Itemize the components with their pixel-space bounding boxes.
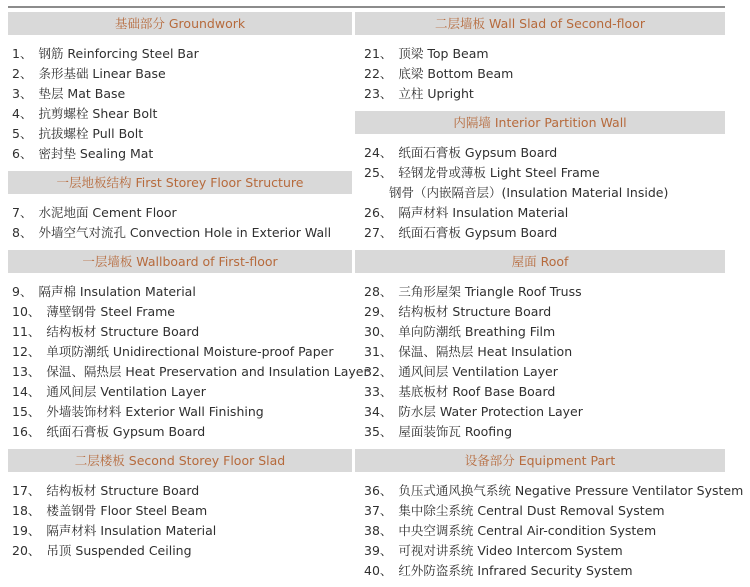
section-groundwork bbox=[8, 12, 352, 171]
item-text: 结构板材 Structure Board bbox=[46, 324, 200, 339]
item-number: 14、 bbox=[12, 384, 41, 399]
item-text: 垫层 Mat Base bbox=[38, 86, 126, 101]
section-title: 基础部分 Groundwork bbox=[8, 12, 352, 35]
list-item bbox=[355, 84, 725, 104]
item-number: 6、 bbox=[12, 146, 33, 161]
item-text: 集中除尘系统 Central Dust Removal System bbox=[398, 503, 665, 518]
item-text: 密封垫 Sealing Mat bbox=[38, 146, 154, 161]
list-item bbox=[8, 223, 352, 243]
item-number: 22、 bbox=[364, 66, 393, 81]
list-item bbox=[8, 144, 352, 164]
item-text: 底梁 Bottom Beam bbox=[398, 66, 514, 81]
item-list bbox=[355, 143, 725, 243]
list-item bbox=[8, 481, 352, 501]
list-item bbox=[355, 44, 725, 64]
item-text: 隔声材料 Insulation Material bbox=[46, 523, 217, 538]
item-number: 13、 bbox=[12, 364, 41, 379]
list-item bbox=[8, 501, 352, 521]
section-title: 二层楼板 Second Storey Floor Slad bbox=[8, 449, 352, 472]
item-text: 轻钢龙骨或薄板 Light Steel Frame bbox=[398, 165, 600, 180]
list-item bbox=[8, 302, 352, 322]
item-list bbox=[8, 282, 369, 442]
list-item bbox=[8, 104, 352, 124]
item-list bbox=[355, 44, 725, 104]
item-list bbox=[8, 203, 352, 243]
list-item bbox=[355, 282, 725, 302]
item-list bbox=[8, 44, 352, 164]
item-number: 24、 bbox=[364, 145, 393, 160]
list-item bbox=[8, 64, 352, 84]
item-number: 1、 bbox=[12, 46, 33, 61]
item-number: 17、 bbox=[12, 483, 41, 498]
list-item bbox=[8, 362, 369, 382]
item-text: 楼盖钢骨 Floor Steel Beam bbox=[46, 503, 208, 518]
item-number: 27、 bbox=[364, 225, 393, 240]
item-number: 39、 bbox=[364, 543, 393, 558]
item-text: 三角形屋架 Triangle Roof Truss bbox=[398, 284, 582, 299]
list-item bbox=[8, 422, 352, 442]
list-item bbox=[355, 203, 725, 223]
list-item bbox=[355, 561, 725, 581]
item-text: 可视对讲系统 Video Intercom System bbox=[398, 543, 623, 558]
item-number: 29、 bbox=[364, 304, 393, 319]
item-list bbox=[355, 282, 725, 442]
item-text: 钢骨（内嵌隔音层）(Insulation Material Inside) bbox=[389, 185, 669, 200]
item-number: 15、 bbox=[12, 404, 41, 419]
right-column bbox=[355, 12, 744, 581]
list-item bbox=[355, 143, 725, 163]
item-number: 3、 bbox=[12, 86, 33, 101]
item-text: 单项防潮纸 Unidirectional Moisture-proof Paper bbox=[46, 344, 334, 359]
list-item bbox=[355, 521, 725, 541]
item-text: 水泥地面 Cement Floor bbox=[38, 205, 177, 220]
item-text: 条形基础 Linear Base bbox=[38, 66, 166, 81]
item-text: 吊顶 Suspended Ceiling bbox=[46, 543, 192, 558]
item-number: 26、 bbox=[364, 205, 393, 220]
list-item bbox=[8, 382, 352, 402]
item-number: 20、 bbox=[12, 543, 41, 558]
item-text: 屋面装饰瓦 Roofing bbox=[398, 424, 513, 439]
list-item bbox=[355, 501, 725, 521]
list-item bbox=[355, 223, 725, 243]
item-number: 38、 bbox=[364, 523, 393, 538]
item-list bbox=[8, 481, 352, 561]
list-item bbox=[8, 541, 352, 561]
list-item-continuation bbox=[355, 183, 725, 203]
item-text: 抗剪螺栓 Shear Bolt bbox=[38, 106, 158, 121]
item-text: 隔声材料 Insulation Material bbox=[398, 205, 569, 220]
item-number: 30、 bbox=[364, 324, 393, 339]
list-item bbox=[355, 382, 725, 402]
item-text: 保温、隔热层 Heat Preservation and Insulation Layer bbox=[46, 364, 369, 379]
list-item bbox=[355, 402, 725, 422]
item-text: 外墙空气对流孔 Convection Hole in Exterior Wall bbox=[38, 225, 332, 240]
item-number: 18、 bbox=[12, 503, 41, 518]
section-title: 设备部分 Equipment Part bbox=[355, 449, 725, 472]
section-second-floor-wall bbox=[355, 12, 725, 111]
section-title: 一层地板结构 First Storey Floor Structure bbox=[8, 171, 352, 194]
section-second-storey-floor bbox=[8, 449, 352, 561]
list-item bbox=[8, 124, 352, 144]
item-number: 16、 bbox=[12, 424, 41, 439]
item-number: 35、 bbox=[364, 424, 393, 439]
section-first-floor-wallboard bbox=[8, 250, 369, 449]
item-text: 结构板材 Structure Board bbox=[398, 304, 552, 319]
section-title: 屋面 Roof bbox=[355, 250, 725, 273]
section-title: 二层墙板 Wall Slad of Second-floor bbox=[355, 12, 725, 35]
item-text: 纸面石膏板 Gypsum Board bbox=[398, 145, 558, 160]
item-number: 12、 bbox=[12, 344, 41, 359]
item-number: 40、 bbox=[364, 563, 393, 578]
item-number: 33、 bbox=[364, 384, 393, 399]
section-interior-partition bbox=[355, 111, 725, 250]
item-number: 25、 bbox=[364, 165, 393, 180]
item-text: 通风间层 Ventilation Layer bbox=[46, 384, 206, 399]
item-number: 32、 bbox=[364, 364, 393, 379]
item-text: 抗拔螺栓 Pull Bolt bbox=[38, 126, 144, 141]
item-number: 4、 bbox=[12, 106, 33, 121]
section-title: 内隔墙 Interior Partition Wall bbox=[355, 111, 725, 134]
list-item bbox=[8, 84, 352, 104]
item-number: 31、 bbox=[364, 344, 393, 359]
section-first-storey-floor bbox=[8, 171, 352, 250]
item-number: 34、 bbox=[364, 404, 393, 419]
list-item bbox=[355, 342, 725, 362]
item-text: 负压式通风换气系统 Negative Pressure Ventilator System bbox=[398, 483, 744, 498]
item-text: 顶梁 Top Beam bbox=[398, 46, 489, 61]
item-number: 36、 bbox=[364, 483, 393, 498]
item-text: 结构板材 Structure Board bbox=[46, 483, 200, 498]
item-text: 纸面石膏板 Gypsum Board bbox=[46, 424, 206, 439]
item-number: 19、 bbox=[12, 523, 41, 538]
item-text: 纸面石膏板 Gypsum Board bbox=[398, 225, 558, 240]
item-text: 立柱 Upright bbox=[398, 86, 474, 101]
item-text: 外墙装饰材料 Exterior Wall Finishing bbox=[46, 404, 264, 419]
list-item bbox=[355, 64, 725, 84]
item-number: 11、 bbox=[12, 324, 41, 339]
item-text: 薄壁钢骨 Steel Frame bbox=[46, 304, 175, 319]
list-item bbox=[355, 302, 725, 322]
item-text: 红外防盗系统 Infrared Security System bbox=[398, 563, 633, 578]
item-text: 隔声棉 Insulation Material bbox=[38, 284, 196, 299]
item-text: 中央空调系统 Central Air-condition System bbox=[398, 523, 657, 538]
list-item bbox=[8, 322, 352, 342]
item-number: 10、 bbox=[12, 304, 41, 319]
list-item bbox=[355, 362, 725, 382]
item-number: 28、 bbox=[364, 284, 393, 299]
item-number: 8、 bbox=[12, 225, 33, 240]
list-item bbox=[355, 163, 725, 183]
item-number: 5、 bbox=[12, 126, 33, 141]
list-item bbox=[8, 342, 352, 362]
list-item bbox=[355, 322, 725, 342]
list-item bbox=[8, 521, 352, 541]
item-text: 通风间层 Ventilation Layer bbox=[398, 364, 558, 379]
list-item bbox=[8, 402, 352, 422]
item-text: 钢筋 Reinforcing Steel Bar bbox=[38, 46, 199, 61]
list-item bbox=[355, 541, 725, 561]
list-item bbox=[8, 44, 352, 64]
top-divider bbox=[8, 6, 725, 8]
item-number: 2、 bbox=[12, 66, 33, 81]
item-number: 37、 bbox=[364, 503, 393, 518]
item-number: 9、 bbox=[12, 284, 33, 299]
list-item bbox=[8, 203, 352, 223]
list-item bbox=[8, 282, 352, 302]
item-text: 单向防潮纸 Breathing Film bbox=[398, 324, 556, 339]
item-text: 保温、隔热层 Heat Insulation bbox=[398, 344, 573, 359]
list-item bbox=[355, 481, 744, 501]
item-list bbox=[355, 481, 744, 581]
item-number: 7、 bbox=[12, 205, 33, 220]
item-number: 21、 bbox=[364, 46, 393, 61]
item-text: 基底板材 Roof Base Board bbox=[398, 384, 556, 399]
item-number: 23、 bbox=[364, 86, 393, 101]
section-roof bbox=[355, 250, 725, 449]
list-item bbox=[355, 422, 725, 442]
item-text: 防水层 Water Protection Layer bbox=[398, 404, 583, 419]
left-column bbox=[8, 12, 369, 561]
section-title: 一层墙板 Wallboard of First-floor bbox=[8, 250, 352, 273]
section-equipment bbox=[355, 449, 744, 581]
